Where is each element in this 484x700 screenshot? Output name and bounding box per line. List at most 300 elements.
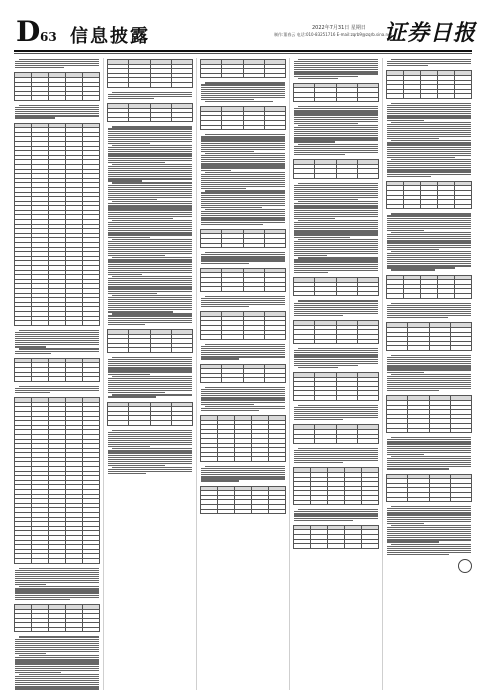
text-line [294,458,379,459]
text-line [294,259,379,260]
text-line [294,191,379,192]
text-line [387,136,472,137]
table-row [201,457,286,462]
text-line [15,680,100,681]
text-line [108,247,193,248]
text-line [294,230,379,231]
data-table [386,322,472,351]
text-line [108,374,150,375]
text-line [108,450,193,451]
text-line [19,568,99,569]
table-cell [32,627,49,632]
column-divider [103,58,104,690]
text-line [387,234,472,235]
text-line [391,506,471,507]
table-cell [83,96,100,101]
text-line [387,386,472,387]
text-line [108,249,193,250]
text-line [201,300,286,301]
text-line [294,228,379,229]
text-paragraph [386,506,472,555]
text-line [201,356,286,357]
text-line [387,124,472,125]
text-line [108,187,193,188]
text-line [108,461,193,462]
table-cell [201,509,218,514]
text-paragraph [293,448,379,464]
text-line [19,59,99,60]
table-grid [386,275,472,299]
text-line [15,645,100,646]
text-paragraph [14,386,100,393]
text-line [108,380,193,381]
table-cell [438,204,455,209]
text-line [391,525,471,526]
text-line [294,309,379,310]
text-line [387,255,472,256]
table-cell [252,457,269,462]
text-paragraph [293,59,379,79]
table-cell [171,420,192,425]
text-line [108,320,193,321]
data-table [386,395,472,433]
text-line [205,153,285,154]
text-line [15,595,100,596]
text-line [387,138,439,139]
text-line [108,469,193,470]
table-cell [421,294,438,299]
text-paragraph [14,568,100,600]
text-line [108,286,193,287]
text-line [201,93,286,94]
text-line [15,590,100,591]
column-4 [293,58,379,690]
text-line [387,523,424,524]
text-line [112,430,192,431]
text-line [108,218,173,219]
text-line [298,78,338,79]
text-line [294,71,379,72]
text-line [387,224,472,225]
text-line [387,263,472,264]
text-line [294,243,379,244]
data-table [107,103,193,122]
text-line [112,257,192,258]
text-line [387,130,472,131]
text-line [201,217,286,218]
text-line [108,259,193,260]
text-paragraph [200,252,286,264]
text-line [201,480,240,481]
text-line [387,458,472,459]
text-line [201,263,249,264]
text-line [108,174,193,175]
text-line [15,342,100,343]
text-line [387,357,472,358]
text-paragraph [107,126,193,325]
text-line [387,220,472,221]
text-line [387,157,455,158]
table-cell [201,287,222,292]
text-line [387,144,472,145]
text-line [201,222,286,223]
text-line [387,242,472,243]
text-line [387,161,472,162]
text-line [15,336,100,337]
text-line [15,61,100,62]
table-row [294,339,379,344]
table-cell [32,96,49,101]
text-line [108,324,145,325]
table-row [15,321,100,326]
table-cell [66,377,83,382]
text-line [387,105,472,106]
text-line [387,367,472,368]
table-grid [14,604,100,633]
table-cell [264,125,285,130]
table-row [387,294,472,299]
text-line [205,252,285,253]
text-line [294,520,353,521]
text-line [294,195,379,196]
text-line [19,105,99,106]
text-paragraph [293,106,379,155]
text-line [387,546,472,547]
table-grid [293,372,379,401]
text-line [387,63,472,64]
table-cell [429,497,450,502]
column-2 [107,58,193,690]
text-line [387,149,472,150]
text-line [387,253,472,254]
table-cell [315,396,336,401]
text-line [108,160,193,161]
text-line [294,133,379,134]
text-line [298,201,378,202]
text-line [294,315,344,316]
text-line [201,404,254,405]
text-line [391,355,471,356]
text-line [201,306,249,307]
text-line [387,113,472,114]
column-divider [382,58,383,690]
table-cell [171,348,192,353]
table-grid [200,106,286,130]
text-line [15,643,100,644]
text-line [387,464,472,465]
text-line [298,300,378,301]
text-line [298,367,338,368]
text-line [387,317,448,318]
text-line [294,73,379,74]
table-cell [421,204,438,209]
table-cell [450,346,471,351]
text-line [387,218,472,219]
text-line [201,256,286,257]
text-line [15,340,100,341]
text-line [108,193,193,194]
table-cell [408,428,429,433]
table-cell [387,497,408,502]
text-line [387,126,472,127]
text-line [108,176,193,177]
text-line [108,378,193,379]
text-line [108,226,193,227]
text-line [108,191,193,192]
text-line [108,293,158,294]
text-line [294,185,379,186]
text-line [19,636,99,637]
text-line [387,365,472,366]
table-cell [171,82,192,87]
table-cell [450,497,471,502]
text-line [201,84,286,85]
text-line [15,115,100,116]
text-line [201,149,286,150]
table-row [294,439,379,444]
text-line [387,552,472,553]
text-line [15,117,55,118]
text-line [387,539,472,540]
text-line [294,513,379,514]
text-line [205,134,285,135]
text-line [294,247,379,248]
masthead-rule [14,50,472,52]
data-table [14,604,100,633]
text-line [294,261,379,262]
text-line [294,110,379,111]
text-line [108,438,193,439]
text-line [201,99,254,100]
text-line [294,203,379,204]
text-line [294,112,379,113]
text-line [205,387,285,388]
text-line [387,257,472,258]
text-line [108,94,193,95]
table-row [201,125,286,130]
text-line [108,237,150,238]
data-table [14,397,100,563]
text-line [108,288,193,289]
text-paragraph [200,387,286,411]
text-line [294,417,379,418]
table-cell [15,96,32,101]
text-line [15,572,100,573]
section-letter: D [16,15,41,48]
text-line [108,280,193,281]
table-cell [455,204,472,209]
text-line [201,136,286,137]
text-line [387,369,472,370]
edition-date: 2022年7月31日 星期日 [312,25,366,31]
text-line [15,390,100,391]
text-line [387,261,472,262]
table-row [15,558,100,563]
table-cell [387,204,404,209]
text-line [112,182,192,183]
data-table [293,372,379,401]
text-line [15,353,51,354]
text-line [387,222,472,223]
text-line [294,65,379,66]
text-line [387,443,472,444]
text-line [108,128,193,129]
text-line [294,245,379,246]
table-cell [264,287,285,292]
text-line [387,363,472,364]
table-cell [269,509,286,514]
data-table [107,402,193,426]
table-cell [83,377,100,382]
text-line [391,269,435,270]
text-line [294,216,379,217]
text-line [108,197,193,198]
table-cell [438,294,455,299]
text-line [391,59,471,60]
text-line [201,224,263,225]
table-cell [315,439,336,444]
table-cell [150,82,171,87]
table-cell [243,73,264,78]
text-line [387,238,472,239]
text-line [108,224,193,225]
text-line [19,348,99,349]
text-line [294,154,346,155]
text-line [294,148,379,149]
text-line [15,649,100,650]
table-cell [222,125,243,130]
text-line [15,338,100,339]
text-line [108,440,193,441]
text-line [201,348,286,349]
column-divider [196,58,197,690]
data-table [200,486,286,515]
text-line [387,541,439,542]
text-line [387,519,472,520]
text-line [387,107,472,108]
text-line [108,272,193,273]
text-line [201,410,259,411]
text-line [294,264,379,265]
text-paragraph [293,509,379,521]
text-line [391,456,471,457]
text-line [294,63,379,64]
text-line [15,641,100,642]
text-paragraph [14,330,100,354]
text-line [294,76,359,77]
table-cell [336,173,357,178]
text-line [387,128,472,129]
table-cell [129,117,150,122]
text-line [201,213,286,214]
text-line [387,267,455,268]
text-line [15,639,100,640]
text-line [108,214,193,215]
text-line [387,537,472,538]
text-line [201,176,286,177]
text-line [387,448,472,449]
text-line [108,143,150,144]
table-cell [357,291,378,296]
text-line [387,240,472,241]
table-cell [387,346,408,351]
text-line [108,141,193,142]
table-grid [293,467,379,505]
text-line [108,432,193,433]
text-line [387,315,472,316]
text-line [108,434,193,435]
table-cell [315,339,336,344]
text-line [205,344,285,345]
table-row [294,500,379,505]
text-line [108,390,193,391]
text-line [108,392,166,393]
text-line [387,388,472,389]
text-line [294,232,379,233]
text-line [15,574,100,575]
data-table [386,275,472,299]
text-line [15,111,100,112]
text-paragraph [386,437,472,469]
table-cell [345,500,362,505]
text-line [387,307,472,308]
text-line [201,159,286,160]
text-line [294,237,351,238]
table-cell [49,96,66,101]
text-line [294,197,379,198]
text-line [387,521,472,522]
text-line [15,688,100,689]
text-line [108,322,193,323]
data-table [293,320,379,344]
table-cell [345,544,362,549]
text-line [19,330,99,331]
text-line [298,59,378,60]
text-line [108,311,173,312]
table-grid [200,229,286,248]
text-line [298,448,378,449]
text-line [387,305,472,306]
text-line [201,178,286,179]
table-cell [129,420,150,425]
text-line [205,172,285,173]
text-paragraph [107,92,193,99]
text-line [108,388,193,389]
text-line [294,114,379,115]
table-grid [14,358,100,382]
table-cell [15,377,32,382]
text-line [108,232,193,233]
table-row [15,96,100,101]
text-line [112,201,192,202]
text-line [298,348,378,349]
text-line [108,153,193,154]
table-cell [455,294,472,299]
text-line [15,661,100,662]
text-line [294,253,379,254]
table-grid [107,59,193,88]
text-line [201,143,286,144]
data-table [200,268,286,292]
text-paragraph [386,213,472,270]
text-line [108,189,193,190]
text-line [387,61,472,62]
text-line [108,442,193,443]
text-line [387,514,472,515]
text-line [294,218,335,219]
table-grid [293,159,379,178]
table-cell [201,73,222,78]
